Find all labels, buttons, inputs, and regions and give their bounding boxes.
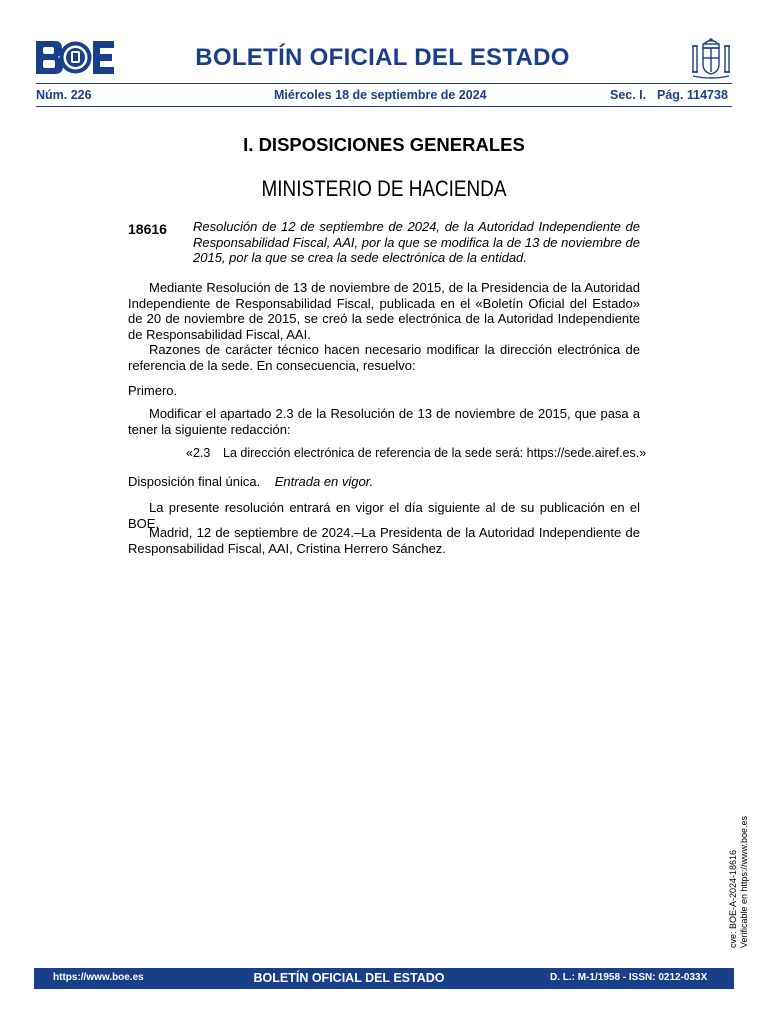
quoted-text	[186, 446, 646, 460]
paragraph: Razones de carácter técnico hacen necesario modificar la dirección electrónica de referencia de la sede. En consecuencia, resuelvo:	[128, 342, 640, 373]
paragraph: La presente resolución entrará en vigor el día siguiente al de su publicación en el BOE.	[128, 500, 640, 531]
final-label: Disposición final única.	[128, 474, 261, 489]
issue-number: Núm. 226	[36, 88, 92, 102]
section-label: Sec. I.	[610, 88, 647, 102]
coat-of-arms-icon	[690, 36, 732, 80]
issue-date: Miércoles 18 de septiembre de 2024	[274, 88, 487, 102]
boe-logo	[36, 41, 114, 74]
disposition-number: 18616	[128, 221, 167, 237]
footer-bar	[34, 968, 734, 989]
cve-code: cve: BOE-A-2024-18616	[728, 849, 738, 948]
body-block-1	[128, 280, 640, 373]
section-title: I. DISPOSICIONES GENERALES	[243, 134, 525, 155]
gazette-title: BOLETÍN OFICIAL DEL ESTADO	[195, 44, 570, 71]
final-provision-heading	[128, 474, 640, 490]
footer-legal: D. L.: M-1/1958 - ISSN: 0212-033X	[550, 972, 708, 983]
body-block-2	[128, 406, 640, 437]
verify-url[interactable]: Verificable en https://www.boe.es	[738, 815, 749, 948]
quote-body: La dirección electrónica de referencia de la sede será: https://sede.airef.es.»	[223, 446, 647, 460]
paragraph: Mediante Resolución de 13 de noviembre de 2015, de la Presidencia de la Autoridad Independiente de Responsabilidad Fiscal, publicada en el «Boletín Oficial del Estado» de 20 de noviembre de 2015, se creó la sede electrónica de la Autoridad Independiente de Responsabilidad Fiscal, AAI.	[128, 280, 640, 342]
header-subrule	[36, 106, 732, 107]
footer-url[interactable]: https://www.boe.es	[53, 972, 144, 983]
signature: Madrid, 12 de septiembre de 2024.–La Presidenta de la Autoridad Independiente de Responsabilidad Fiscal, AAI, Cristina Herrero Sánchez.	[128, 525, 640, 556]
ministry-name: MINISTERIO DE HACIENDA	[261, 176, 507, 201]
disposition-summary: Resolución de 12 de septiembre de 2024, de la Autoridad Independiente de Responsabilidad Fiscal, AAI, por la que se modifica la de 13 de noviembre de 2015, por la que se crea la sede electrónica de la entidad.	[193, 219, 640, 265]
article-heading: Primero.	[128, 383, 178, 398]
page-number: Pág. 114738	[657, 88, 728, 102]
footer-title: BOLETÍN OFICIAL DEL ESTADO	[253, 971, 445, 985]
quote-number: «2.3	[186, 446, 211, 460]
final-title: Entrada en vigor.	[274, 474, 374, 489]
header-rule	[36, 83, 732, 84]
signature-block	[128, 525, 640, 556]
paragraph: Modificar el apartado 2.3 de la Resolución de 13 de noviembre de 2015, que pasa a tener la siguiente redacción:	[128, 406, 640, 437]
article-heading-block	[128, 383, 640, 399]
side-verification	[728, 816, 749, 948]
